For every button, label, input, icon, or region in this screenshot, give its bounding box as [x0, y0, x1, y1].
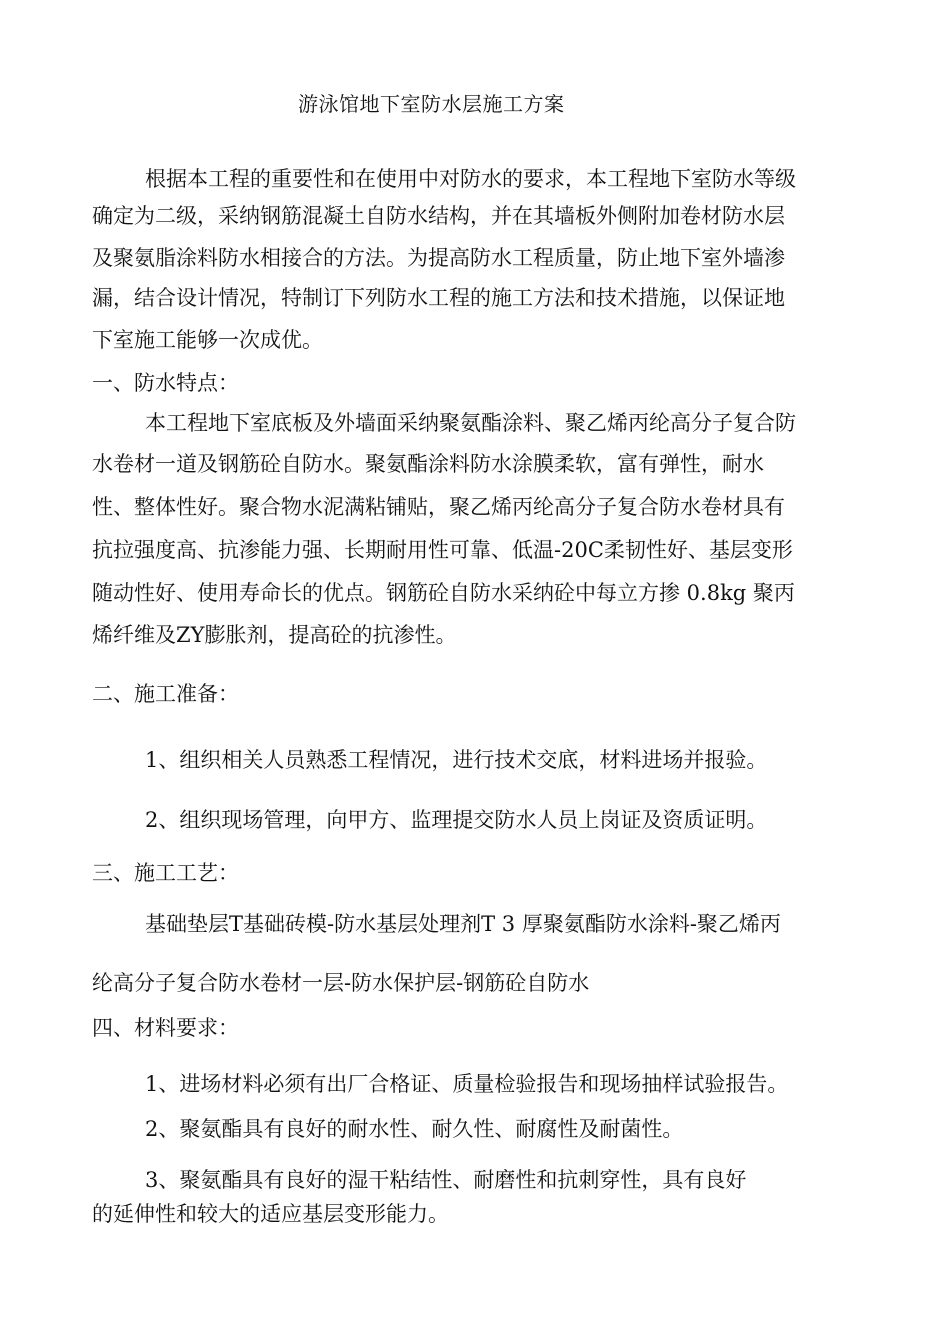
section-heading: 一、防水特点： — [92, 371, 239, 395]
section-line: 烯纤维及ZY膨胀剂，提高砼的抗渗性。 — [92, 623, 457, 647]
document-title: 游泳馆地下室防水层施工方案 — [298, 92, 565, 116]
section-line: 随动性好、使用寿命长的优点。钢筋砼自防水采纳砼中每立方掺 0.8kg 聚丙 — [92, 581, 795, 605]
section-line: 基础垫层T基础砖模-防水基层处理剂T 3 厚聚氨酯防水涂料-聚乙烯丙 — [145, 912, 781, 936]
intro-line: 下室施工能够一次成优。 — [92, 328, 323, 352]
section-line: 本工程地下室底板及外墙面采纳聚氨酯涂料、聚乙烯丙纶高分子复合防 — [145, 411, 796, 435]
intro-line: 漏，结合设计情况，特制订下列防水工程的施工方法和技术措施，以保证地 — [92, 286, 785, 310]
intro-line: 及聚氨脂涂料防水相接合的方法。为提高防水工程质量，防止地下室外墙渗 — [92, 246, 785, 270]
intro-line: 确定为二级，采纳钢筋混凝土自防水结构，并在其墙板外侧附加卷材防水层 — [92, 204, 785, 228]
section-heading: 四、材料要求： — [92, 1016, 239, 1040]
intro-line: 根据本工程的重要性和在使用中对防水的要求，本工程地下室防水等级 — [145, 167, 796, 191]
section-line: 抗拉强度高、抗渗能力强、长期耐用性可靠、低温-20C柔韧性好、基层变形 — [92, 538, 793, 562]
list-item: 1、进场材料必须有出厂合格证、质量检验报告和现场抽样试验报告。 — [145, 1072, 789, 1096]
section-heading: 二、施工准备： — [92, 682, 239, 706]
list-item: 2、聚氨酯具有良好的耐水性、耐久性、耐腐性及耐菌性。 — [145, 1117, 684, 1141]
section-heading: 三、施工工艺： — [92, 861, 239, 885]
section-line: 纶高分子复合防水卷材一层-防水保护层-钢筋砼自防水 — [92, 971, 590, 995]
list-item: 2、组织现场管理，向甲方、监理提交防水人员上岗证及资质证明。 — [145, 808, 768, 832]
list-item: 1、组织相关人员熟悉工程情况，进行技术交底，材料进场并报验。 — [145, 748, 768, 772]
section-line: 性、整体性好。聚合物水泥满粘铺贴，聚乙烯丙纶高分子复合防水卷材具有 — [92, 495, 785, 519]
list-item: 3、聚氨酯具有良好的湿干粘结性、耐磨性和抗刺穿性，具有良好 — [145, 1168, 747, 1192]
section-line: 水卷材一道及钢筋砼自防水。聚氨酯涂料防水涂膜柔软，富有弹性，耐水 — [92, 452, 764, 476]
list-item-continuation: 的延伸性和较大的适应基层变形能力。 — [92, 1202, 449, 1226]
